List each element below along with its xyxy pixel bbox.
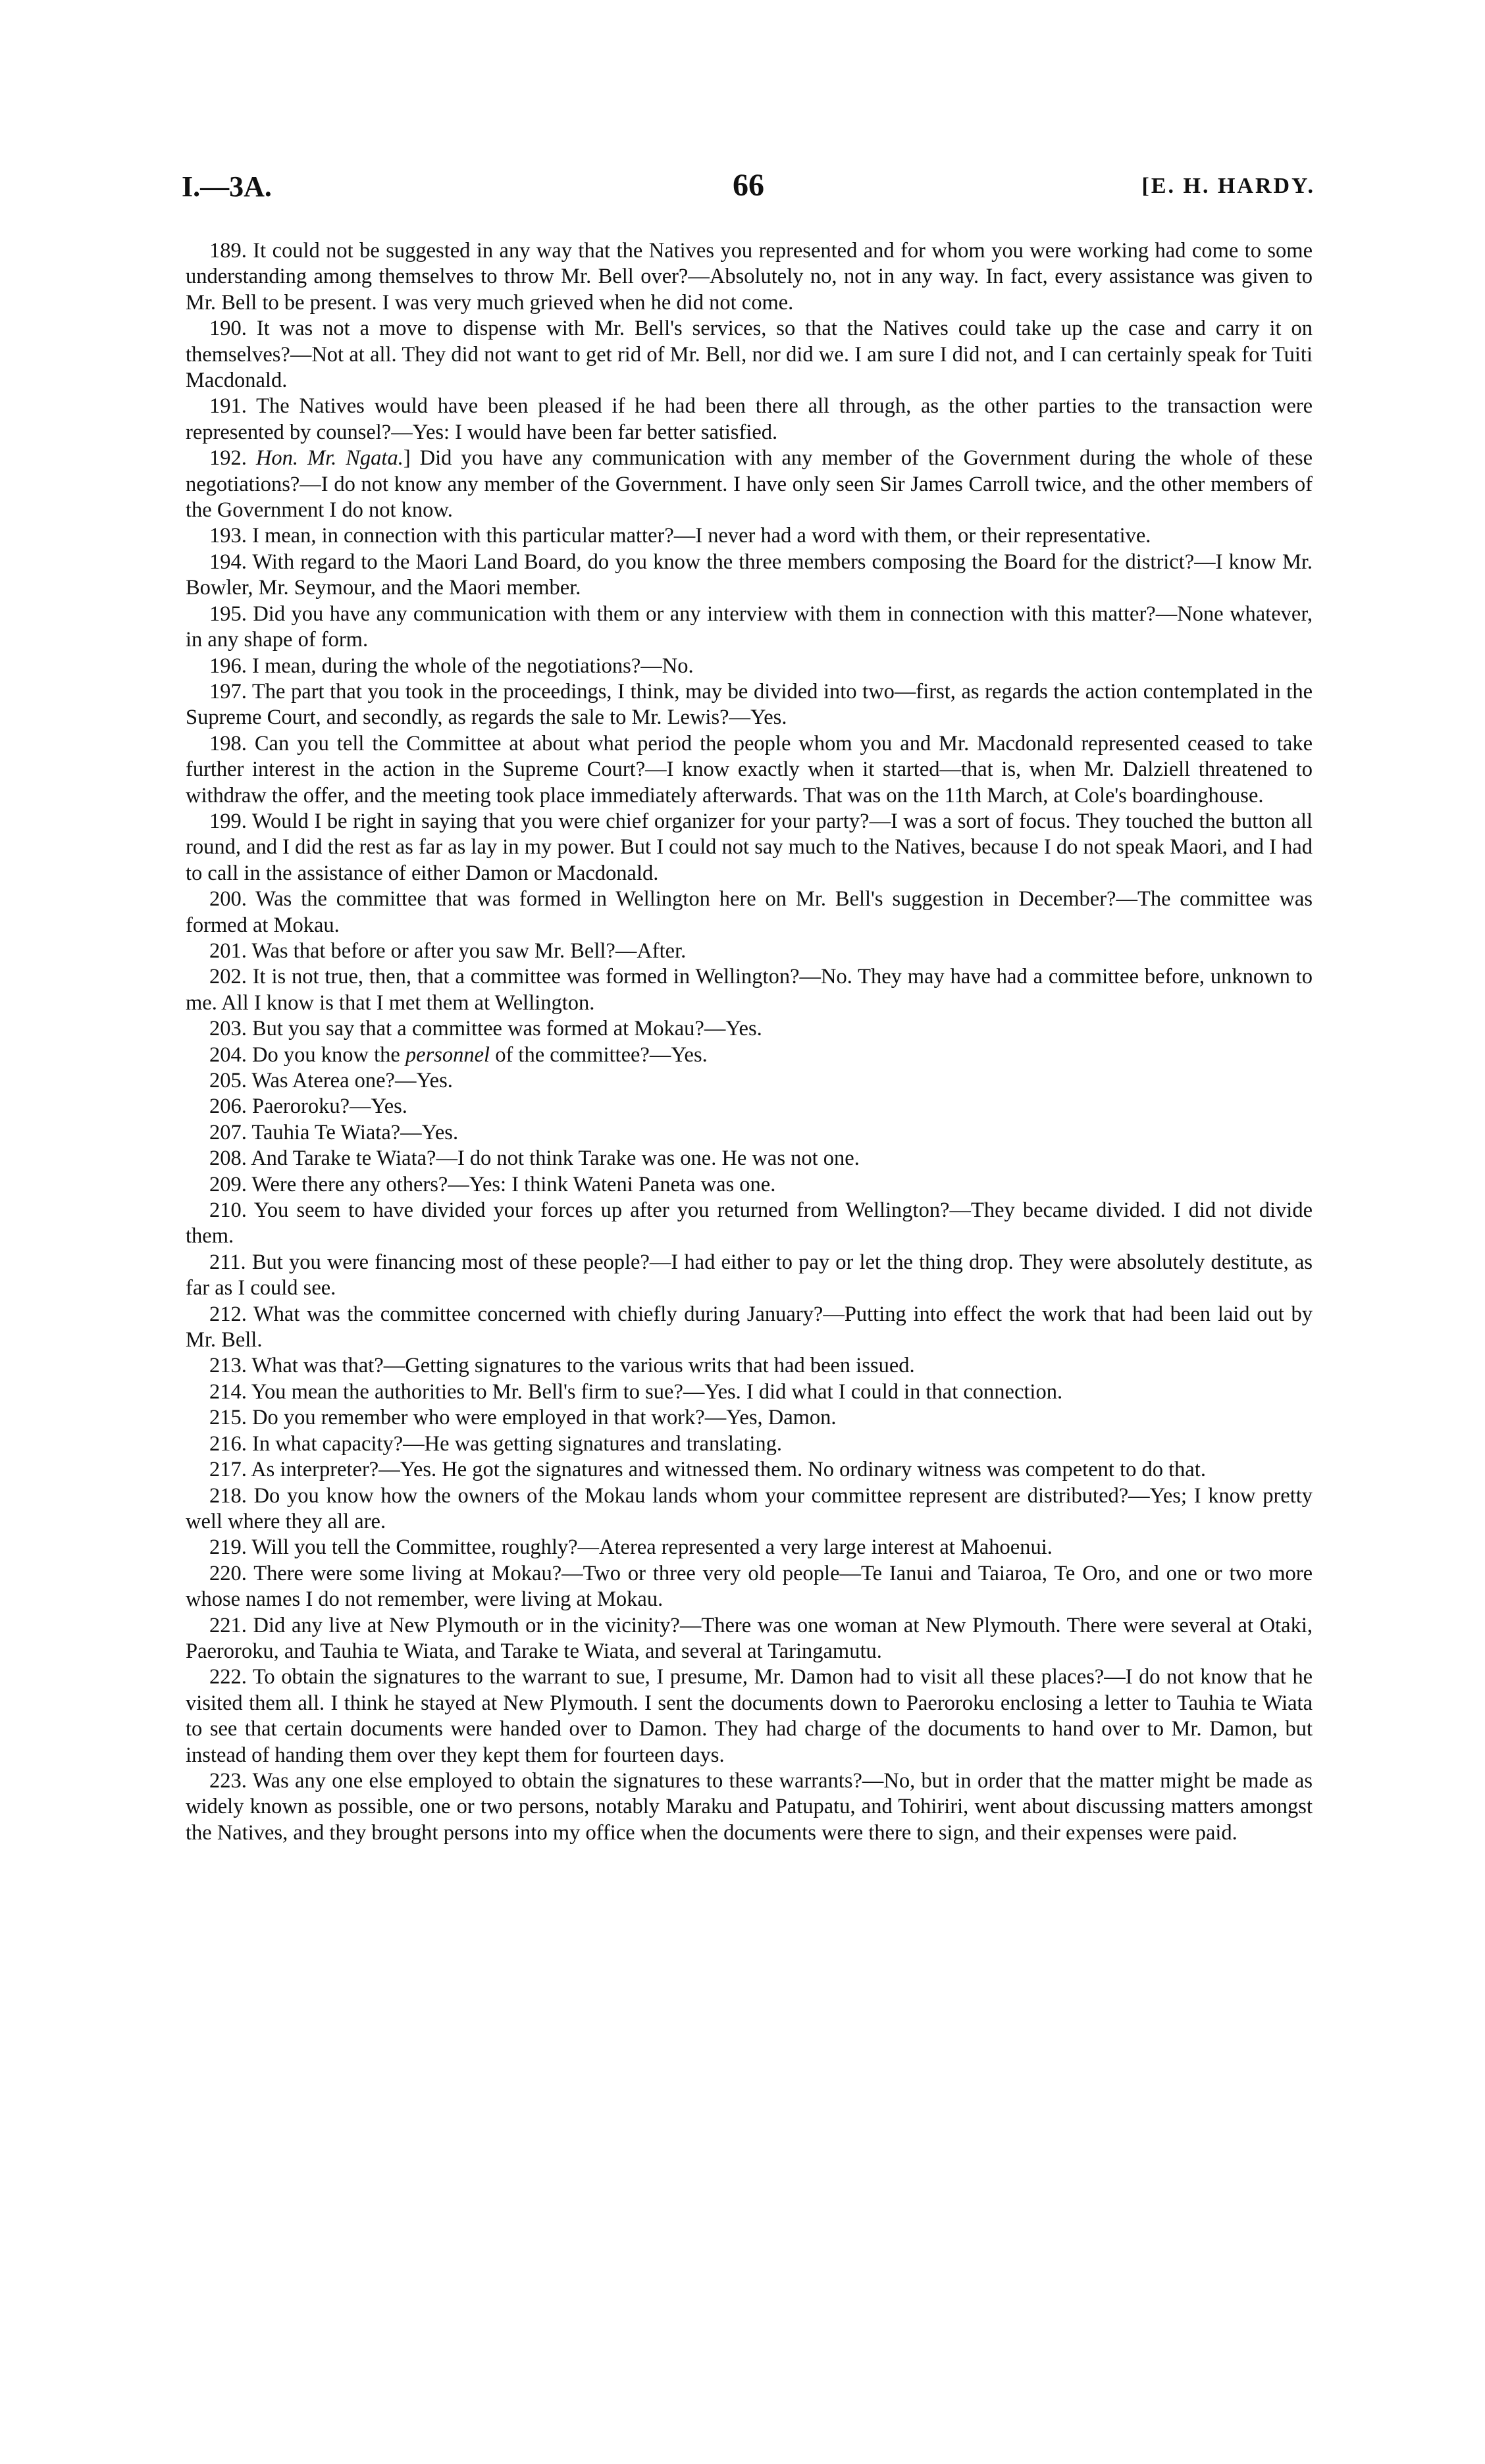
question-answer-paragraph: 211. But you were financing most of these people?—I had either to pay or let the thing drop. They were absolutely destitute, as far as I could see. [186, 1250, 1313, 1300]
question-answer-paragraph: 199. Would I be right in saying that you were chief organizer for your party?—I was a sort of focus. They touched the button all round, and I did the rest as far as lay in my power. But I could not say much to the Natives, because I do not speak Maori, and I had to call in the assistance of either Damon or Macdonald. [186, 809, 1313, 885]
question-answer-paragraph: 196. I mean, during the whole of the negotiations?—No. [209, 654, 694, 678]
question-answer-paragraph: 207. Tauhia Te Wiata?—Yes. [209, 1120, 459, 1144]
question-answer-paragraph: 221. Did any live at New Plymouth or in the vicinity?—There was one woman at New Plymouth. There were several at Otaki, Paeroroku, and Tauhia te Wiata, and Tarake te Wiata, and several at Taringamutu. [186, 1613, 1313, 1663]
question-answer-paragraph: 215. Do you remember who were employed in that work?—Yes, Damon. [209, 1406, 837, 1430]
question-answer-paragraph: 213. What was that?—Getting signatures to the various writs that had been issued. [209, 1354, 915, 1378]
question-answer-paragraph: 217. As interpreter?—Yes. He got the signatures and witnessed them. No ordinary witness was competent to do that. [209, 1458, 1206, 1482]
page-header [182, 170, 1315, 216]
question-answer-paragraph: 191. The Natives would have been pleased if he had been there all through, as the other parties to the transaction were represented by counsel?—Yes: I would have been far better satisfied. [186, 394, 1313, 444]
question-answer-paragraph: 222. To obtain the signatures to the warrant to sue, I presume, Mr. Damon had to visit all these places?—I do not know that he visited them all. I think he stayed at New Plymouth. I sent the documents down to Paeroroku enclosing a letter to Tauhia te Wiata to see that certain documents were handed over to Damon. They had charge of the documents to hand over to Mr. Damon, but instead of handing them over they kept them for fourteen days. [186, 1665, 1313, 1767]
question-answer-paragraph: 216. In what capacity?—He was getting signatures and translating. [209, 1431, 783, 1456]
question-answer-paragraph: 212. What was the committee concerned with chiefly during January?—Putting into effect the work that had been laid out by Mr. Bell. [186, 1302, 1313, 1352]
question-answer-paragraph: 210. You seem to have divided your forces up after you returned from Wellington?—They became divided. I did not divide them. [186, 1198, 1313, 1248]
question-answer-paragraph [186, 446, 1313, 523]
question-answer-paragraph: 223. Was any one else employed to obtain the signatures to these warrants?—No, but in order that the matter might be made as widely known as possible, one or two persons, notably Maraku and Patupatu, and Tohiriri, went about discussing matters amongst the Natives, and they brought persons into my office when the documents were there to sign, and their expenses were paid. [186, 1768, 1313, 1845]
question-answer-paragraph: 206. Paeroroku?—Yes. [209, 1094, 407, 1119]
paragraph-text: of the committee?—Yes. [490, 1042, 708, 1067]
question-answer-paragraph: 200. Was the committee that was formed in Wellington here on Mr. Bell's suggestion in December?—The committee was formed at Mokau. [186, 887, 1313, 937]
page-number: 66 [733, 168, 764, 203]
paragraph-text: ] Did you have any communication with any member of the Government during the whole of these negotiations?—I do not know any member of the Government. I have only seen Sir James Carroll twice, and the other members of the Government I do not know. [186, 446, 1313, 523]
question-answer-paragraph: 203. But you say that a committee was formed at Mokau?—Yes. [209, 1017, 762, 1041]
question-answer-paragraph: 218. Do you know how the owners of the Mokau lands whom your committee represent are distributed?—Yes; I know pretty well where they all are. [186, 1483, 1313, 1533]
question-answer-paragraph: 190. It was not a move to dispense with Mr. Bell's services, so that the Natives could take up the case and carry it on themselves?—Not at all. They did not want to get rid of Mr. Bell, nor did we. I am sure I did not, and I can certainly speak for Tuiti Macdonald. [186, 317, 1313, 393]
document-reference: I.—3A. [182, 170, 272, 203]
question-answer-paragraph: 219. Will you tell the Committee, roughly?—Aterea represented a very large interest at Mahoenui. [209, 1535, 1053, 1560]
italic-text: personnel [405, 1042, 490, 1067]
question-answer-paragraph [186, 1042, 1313, 1068]
question-answer-paragraph: 194. With regard to the Maori Land Board, do you know the three members composing the Board for the district?—I know Mr. Bowler, Mr. Seymour, and the Maori member. [186, 550, 1313, 600]
question-answer-paragraph: 189. It could not be suggested in any way that the Natives you represented and for whom you were working had come to some understanding among themselves to throw Mr. Bell over?—Absolutely no, not in any way. In fact, every assistance was given to Mr. Bell to be present. I was very much grieved when he did not come. [186, 239, 1313, 315]
question-answer-paragraph: 195. Did you have any communication with them or any interview with them in connection with this matter?—None whatever, in any shape of form. [186, 602, 1313, 652]
paragraph-text: 204. Do you know the [209, 1042, 405, 1067]
paragraph-text: 192. [209, 446, 256, 471]
question-answer-paragraph: 209. Were there any others?—Yes: I think Wateni Paneta was one. [209, 1172, 776, 1196]
witness-name: [E. H. HARDY. [1141, 174, 1315, 198]
question-answer-paragraph: 202. It is not true, then, that a committee was formed in Wellington?—No. They may have had a committee before, unknown to me. All I know is that I met them at Wellington. [186, 965, 1313, 1015]
question-answer-paragraph: 198. Can you tell the Committee at about what period the people whom you and Mr. Macdonald represented ceased to take further interest in the action in the Supreme Court?—I know exactly when it started—that is, when Mr. Dalziell threatened to withdraw the offer, and the meeting took place immediately afterwards. That was on the 11th March, at Cole's boardinghouse. [186, 731, 1313, 808]
minutes-of-evidence [186, 238, 1313, 1846]
question-answer-paragraph: 214. You mean the authorities to Mr. Bell's firm to sue?—Yes. I did what I could in that connection. [209, 1379, 1063, 1404]
italic-text: Hon. Mr. Ngata. [255, 446, 404, 471]
question-answer-paragraph: 197. The part that you took in the proceedings, I think, may be divided into two—first, as regards the action contemplated in the Supreme Court, and secondly, as regards the sale to Mr. Lewis?—Yes. [186, 679, 1313, 730]
question-answer-paragraph: 205. Was Aterea one?—Yes. [209, 1069, 453, 1092]
question-answer-paragraph: 220. There were some living at Mokau?—Two or three very old people—Te Ianui and Taiaroa, Te Oro, and one or two more whose names I do not remember, were living at Mokau. [186, 1561, 1313, 1612]
question-answer-paragraph: 201. Was that before or after you saw Mr. Bell?—After. [209, 938, 687, 963]
question-answer-paragraph: 208. And Tarake te Wiata?—I do not think Tarake was one. He was not one. [209, 1146, 860, 1171]
question-answer-paragraph: 193. I mean, in connection with this particular matter?—I never had a word with them, or their representative. [209, 524, 1151, 548]
